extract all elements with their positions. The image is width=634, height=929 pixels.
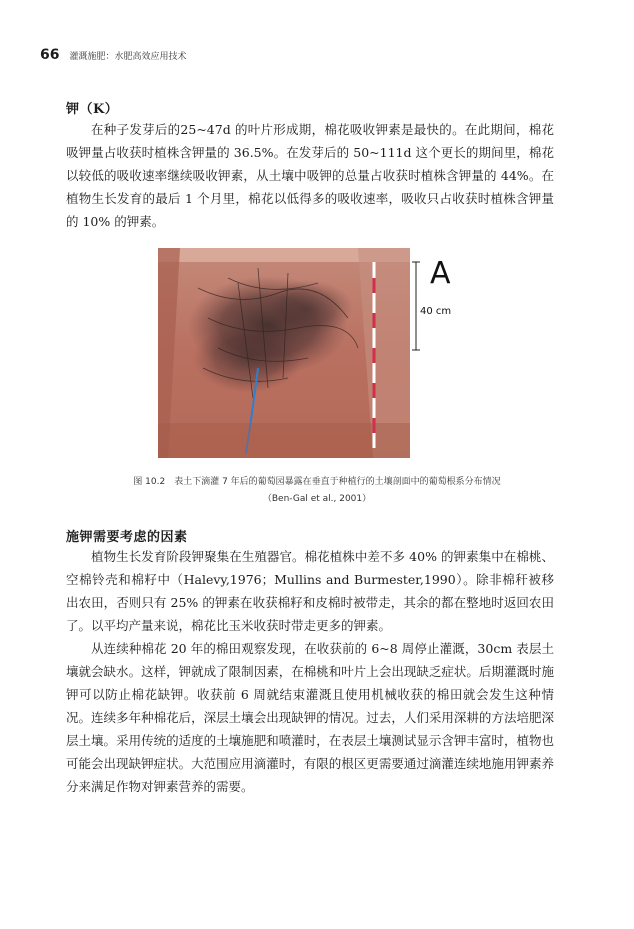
figure-caption: 图 10.2 表土下滴灌 7 年后的葡萄园暴露在垂直于种植行的土壤剖面中的葡萄根系分布情况 xyxy=(133,477,501,487)
soil-profile-figure xyxy=(158,248,470,458)
page-number: 66 xyxy=(40,47,60,63)
paragraph-cotton-field-observation: 从连续种棉花 20 年的棉田观察发现，在收获前的 6~8 周停止灌溉，30cm 表层土壤就会缺水。这样，钾就成了限制因素，在棉桃和叶片上会出现缺乏症状。后期灌溉时施钾可以防止棉花缺钾。收获前 6 周就结束灌溉且使用机械收获的棉田就会发生这种情况。连续多年种棉花后，深层土壤会出现缺钾的情况。过去，人们采用深耕的方法培肥深层土壤。采用传统的适度的土壤施肥和喷灌时，在表层土壤测试显示含钾丰富时，植物也可能会出现缺钾症状。大范围应用滴灌时，有限的根区更需要通过滴灌连续地施用钾素养分来满足作物对钾素营养的需要。 xyxy=(66,641,554,794)
paragraph-potassium-accumulation: 植物生长发育阶段钾聚集在生殖器官。棉花植株中差不多 40% 的钾素集中在棉桃、空棉铃壳和棉籽中（Halevy,1976；Mullins and Burmester,1990）。除非棉秆被移出农田，否则只有 25% 的钾素在收获棉籽和皮棉时被带走，其余的都在整地时返回农田了。以平均产量来说，棉花比玉米收获时带走更多的钾素。 xyxy=(66,549,554,633)
section-heading-considerations: 施钾需要考虑的因素 xyxy=(66,530,188,545)
paragraph-potassium-uptake: 在种子发芽后的25~47d 的叶片形成期，棉花吸收钾素是最快的。在此期间，棉花吸钾量占收获时植株含钾量的 36.5%。在发芽后的 50~111d 这个更长的期间里，棉花以较低的吸收速率继续吸收钾素，从土壤中吸钾的总量占收获时植株含钾量的 44%。在植物生长发育的最后 1 个月里，棉花以低得多的吸收速率，吸收只占收获时植株含钾量的 10% 的钾素。 xyxy=(66,122,554,229)
root-distribution-photo xyxy=(158,248,470,458)
section-heading-potassium: 钾（K） xyxy=(66,102,119,117)
running-header xyxy=(40,47,187,63)
figure-citation: （Ben-Gal et al., 2001） xyxy=(262,494,372,504)
scale-label: 40 cm xyxy=(420,306,452,317)
book-title: 灌溉施肥：水肥高效应用技术 xyxy=(69,52,187,62)
panel-letter: A xyxy=(430,256,451,291)
